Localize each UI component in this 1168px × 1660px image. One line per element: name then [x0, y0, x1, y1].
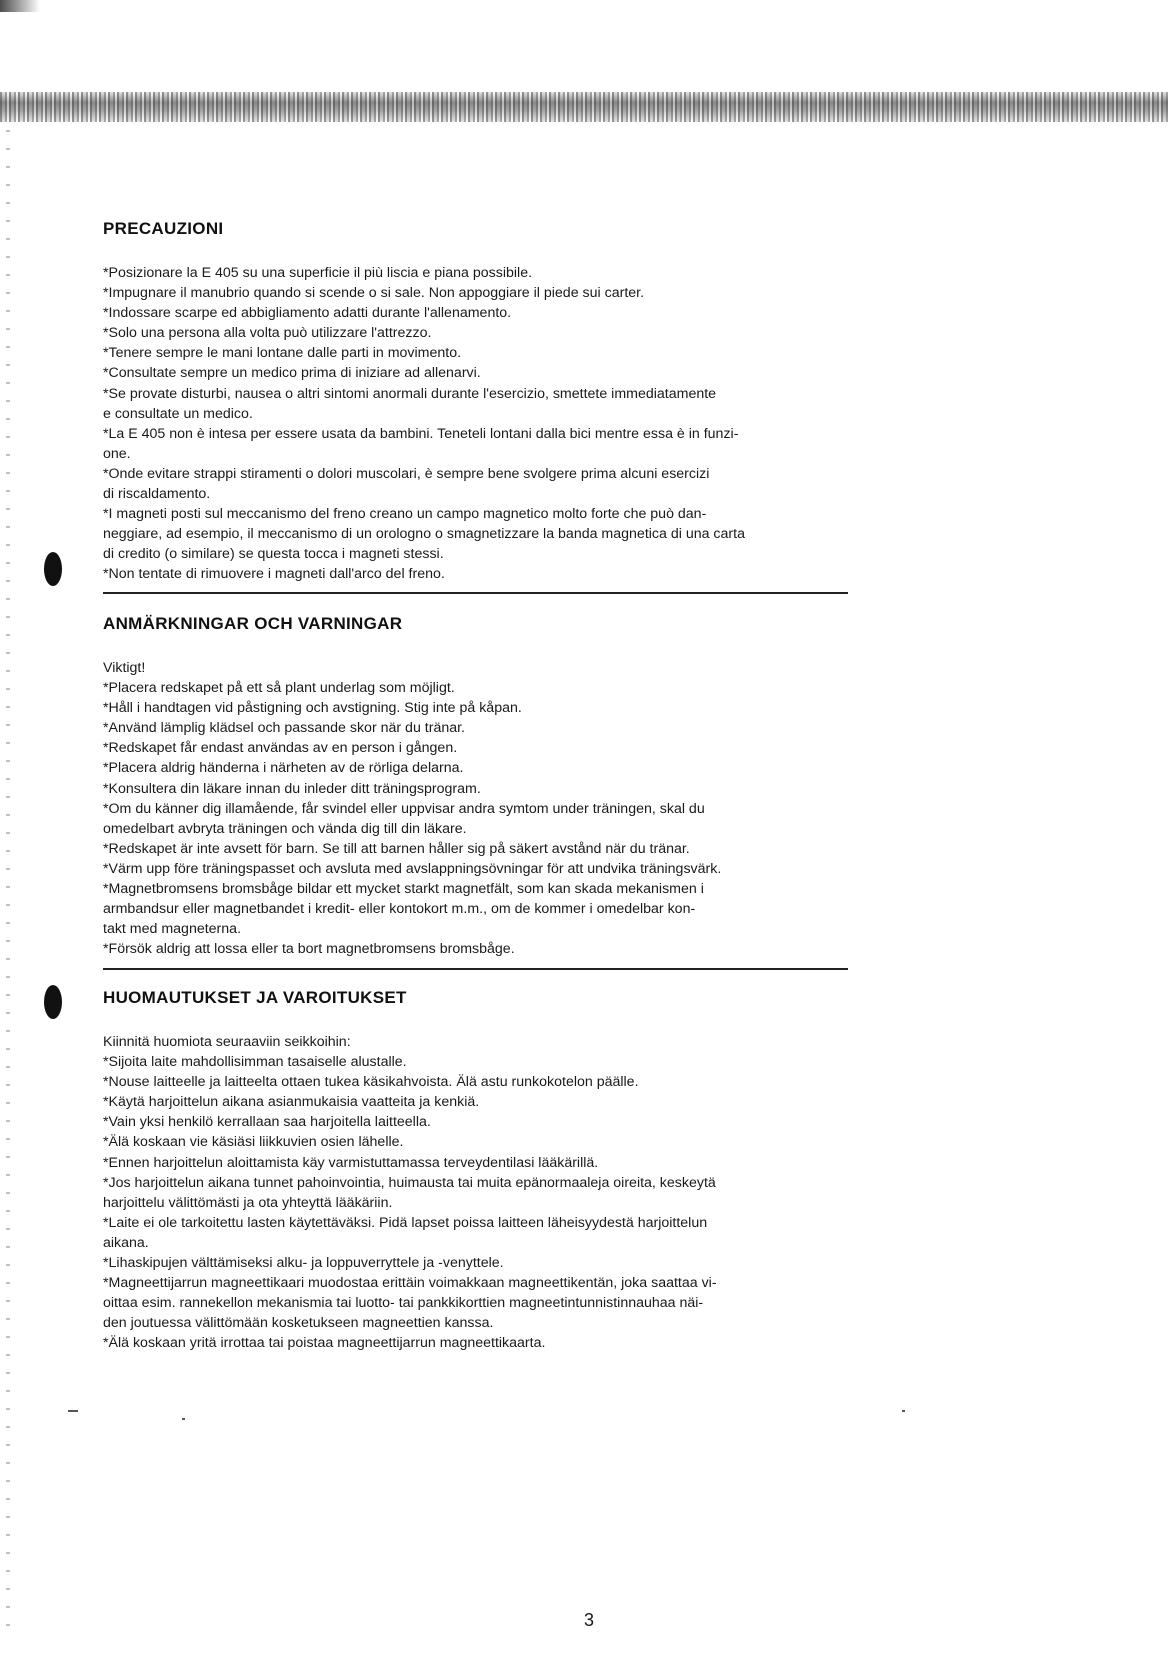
text-line: *Onde evitare strappi stiramenti o dolori muscolari, è sempre bene svolgere prima alcuni esercizi — [103, 465, 710, 482]
text-line: omedelbart avbryta träningen och vända dig till din läkare. — [103, 820, 467, 837]
section-precauzioni — [103, 219, 848, 585]
text-line: *Älä koskaan vie käsiäsi liikkuvien osien lähelle. — [103, 1134, 404, 1151]
scan-artifact-corner — [0, 0, 40, 12]
section-heading: ANMÄRKNINGAR OCH VARNINGAR — [103, 614, 403, 633]
text-line: *Magnetbromsens bromsbåge bildar ett mycket starkt magnetfält, som kan skada mekanismen i — [103, 881, 704, 898]
text-line: *Consultate sempre un medico prima di iniziare ad allenarvi. — [103, 365, 481, 382]
text-line: *Posizionare la E 405 su una superficie il più liscia e piana possibile. — [103, 265, 533, 281]
text-line: aikana. — [103, 1234, 149, 1251]
text-line: neggiare, ad esempio, il meccanismo di un orologno o smagnetizzare la banda magnetica di una carta — [103, 526, 745, 543]
section-heading: HUOMAUTUKSET JA VAROITUKSET — [103, 988, 407, 1007]
text-line: *Indossare scarpe ed abbigliamento adatti durante l'allenamento. — [103, 305, 512, 322]
section-divider — [103, 968, 848, 970]
text-line: *Käytä harjoittelun aikana asianmukaisia vaatteita ja kenkiä. — [103, 1094, 480, 1111]
text-line: *Sijoita laite mahdollisimman tasaiselle alustalle. — [103, 1054, 407, 1071]
section-body — [103, 1032, 848, 1354]
text-line: di credito (o similare) se questa tocca i magneti stessi. — [103, 546, 444, 563]
punch-hole-lower — [44, 985, 62, 1019]
text-line: *Värm upp före träningspasset och avsluta med avslappningsövningar för att undvika träningsvärk. — [103, 860, 722, 877]
text-line: harjoittelu välittömästi ja ota yhteyttä lääkäriin. — [103, 1194, 393, 1211]
text-line: armbandsur eller magnetbandet i kredit- eller kontokort m.m., om de kommer i omedelbar kon- — [103, 901, 696, 918]
text-line: *Vain yksi henkilö kerrallaan saa harjoitella laitteella. — [103, 1114, 431, 1131]
text-line: di riscaldamento. — [103, 486, 211, 503]
scan-artifact-left-edge — [6, 130, 10, 1630]
section-divider — [103, 592, 848, 594]
section-body — [103, 263, 848, 585]
text-line: *Håll i handtagen vid påstigning och avstigning. Stig inte på kåpan. — [103, 700, 522, 717]
text-line: *Laite ei ole tarkoitettu lasten käytettäväksi. Pidä lapset poissa laitteen läheisyydestä harjoittelun — [103, 1214, 708, 1231]
section-heading: PRECAUZIONI — [103, 219, 224, 238]
text-line: takt med magneterna. — [103, 921, 242, 938]
text-line: *Om du känner dig illamående, får svindel eller uppvisar andra symtom under träningen, skal du — [103, 800, 705, 817]
text-line: *Redskapet är inte avsett för barn. Se till att barnen håller sig på säkert avstånd när du tränar. — [103, 840, 690, 857]
text-line: *Nouse laitteelle ja laitteelta ottaen tukea käsikahvoista. Älä astu runkokotelon päälle. — [103, 1074, 639, 1091]
text-line: *Redskapet får endast användas av en person i gången. — [103, 740, 458, 757]
text-line: *I magneti posti sul meccanismo del freno creano un campo magnetico molto forte che può dan- — [103, 506, 707, 523]
text-line: *La E 405 non è intesa per essere usata da bambini. Teneteli lontani dalla bici mentre essa è in funzi- — [103, 425, 739, 442]
punch-hole-upper — [44, 552, 62, 586]
text-line: *Impugnare il manubrio quando si scende o si sale. Non appoggiare il piede sui carter. — [103, 285, 645, 302]
text-line: *Älä koskaan yritä irrottaa tai poistaa magneettijarrun magneettikaarta. — [103, 1335, 546, 1352]
text-line: one. — [103, 445, 131, 462]
text-line: *Konsultera din läkare innan du inleder ditt träningsprogram. — [103, 780, 481, 797]
text-line: oittaa esim. rannekellon mekanismia tai luotto- tai pankkikorttien magneetintunnistinnauhaa näi- — [103, 1295, 704, 1312]
text-line: *Försök aldrig att lossa eller ta bort magnetbromsens bromsbåge. — [103, 941, 515, 958]
text-line: Kiinnitä huomiota seuraaviin seikkoihin: — [103, 1034, 351, 1050]
section-body — [103, 658, 848, 959]
scan-artifact-band — [0, 92, 1168, 122]
text-line: *Ennen harjoittelun aloittamista käy varmistuttamassa terveydentilasi lääkärillä. — [103, 1154, 599, 1171]
text-line: *Solo una persona alla volta può utilizzare l'attrezzo. — [103, 325, 432, 342]
section-anmarkningar — [103, 614, 848, 959]
scan-speck — [902, 1410, 905, 1412]
scan-speck — [68, 1410, 78, 1412]
text-line: *Lihaskipujen välttämiseksi alku- ja loppuverryttele ja -venyttele. — [103, 1255, 504, 1272]
text-line: *Använd lämplig klädsel och passande skor när du tränar. — [103, 720, 465, 737]
scan-speck — [182, 1418, 185, 1420]
text-line: *Jos harjoittelun aikana tunnet pahoinvointia, huimausta tai muita epänormaaleja oireita, keskeytä — [103, 1174, 716, 1191]
text-line: *Placera aldrig händerna i närheten av de rörliga delarna. — [103, 760, 464, 777]
text-line: e consultate un medico. — [103, 405, 253, 422]
text-line: *Tenere sempre le mani lontane dalle parti in movimento. — [103, 345, 462, 362]
text-line: den joutuessa välittömään kosketukseen magneettien kanssa. — [103, 1315, 494, 1332]
section-huomautukset — [103, 988, 848, 1354]
text-line: *Placera redskapet på ett så plant underlag som möjligt. — [103, 680, 455, 697]
text-line: *Se provate disturbi, nausea o altri sintomi anormali durante l'esercizio, smettete immediatamente — [103, 385, 717, 402]
text-line: *Magneettijarrun magneettikaari muodostaa erittäin voimakkaan magneettikentän, joka saattaa vi- — [103, 1275, 717, 1292]
text-line: Viktigt! — [103, 660, 146, 676]
text-line: *Non tentate di rimuovere i magneti dall'arco del freno. — [103, 566, 445, 583]
page-number: 3 — [584, 1610, 595, 1630]
